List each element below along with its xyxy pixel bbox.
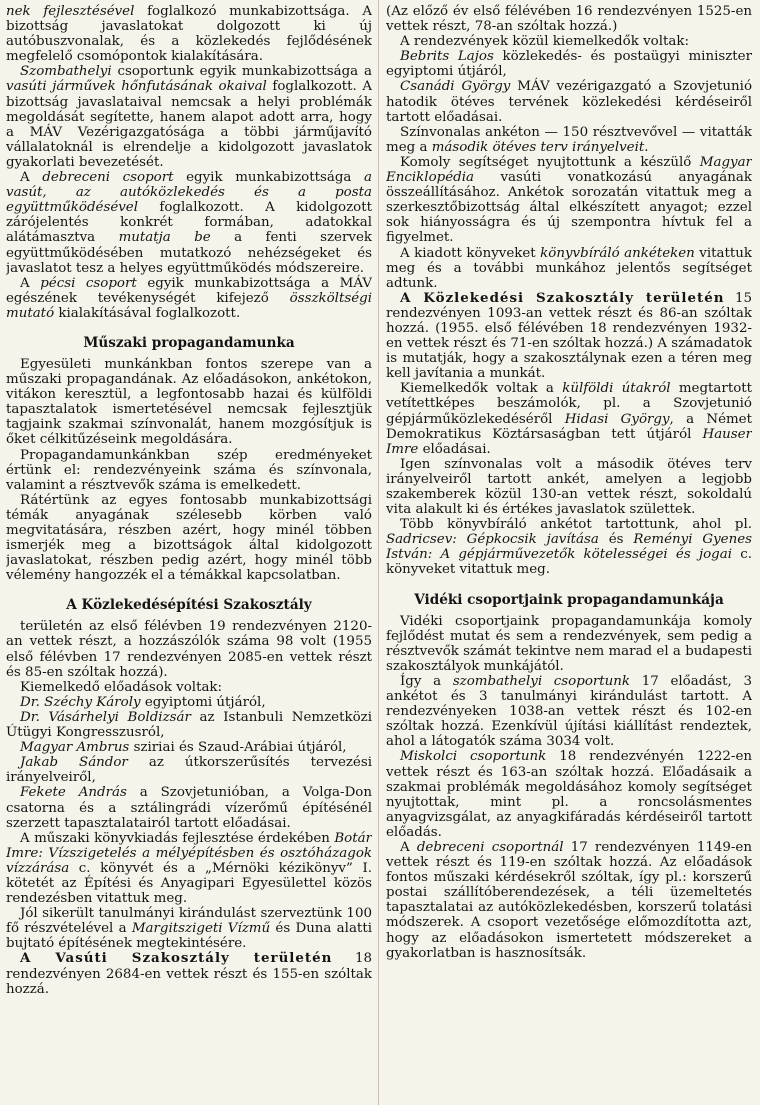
text-run: 15 rendezvényen 1093-an vettek részt és 86-an szóltak hozzá. (1955. első félévében 18 rendezvényen 1932-en vettek részt és 71-en szóltak hozzá.) A számadatok is mutatják, hogy a szakosztálynak ezen a téren meg kell javítania a munkát. bbox=[386, 290, 752, 382]
text-run: Vidéki csoportjaink propagandamunkája komoly fejlődést mutat és sem a rendezvények, sem pedig a résztvevők számát tekintve nem marad el a budapesti szakosztályok munkájától. bbox=[386, 613, 752, 674]
left-column bbox=[6, 4, 372, 1105]
italic-text: Miskolci csoportunk bbox=[400, 749, 547, 765]
text-run: Kiemelkedők voltak a bbox=[400, 381, 563, 397]
italic-text: könyvbíráló ankéteken bbox=[540, 245, 695, 261]
text-run: az Istanbuli Nemzetközi Útügyi Kongresszusról, bbox=[6, 709, 372, 741]
paragraph bbox=[6, 906, 372, 951]
italic-text: nek fejlesztésével bbox=[6, 4, 135, 19]
paragraph bbox=[6, 170, 372, 276]
italic-text: Reményi Gyenes István: A gépjárművezetők kötelességei és jogai bbox=[386, 532, 752, 563]
italic-text: Botár Imre: Vízszigetelés a mélyépítésben és osztóházagok vízzárása bbox=[6, 830, 372, 876]
text-run: Igen színvonalas volt a második ötéves terv irányelveiről tartott ankét, amelyen a legjobb szakemberek közül 130-an vettek részt, sokoldalú vita alakult ki és értékes javaslatok születtek. bbox=[386, 456, 752, 518]
text-run: 18 rendezvényén 1222-en vettek részt és 163-an szóltak hozzá. Előadásaik a szakmai problémák megoldásához komoly segítséget nyujtottak, mint pl. a roncsolásmentes anyagvizsgálat, az anyagkifáradás kérdéseiről tartott előadás. bbox=[386, 749, 752, 840]
italic-text: külföldi útakról bbox=[562, 381, 671, 397]
paragraph bbox=[6, 951, 372, 996]
text-run: Egyesületi munkánkban fontos szerepe van a műszaki propagandának. Az előadásokon, ankétokon, vitákon keresztül, a legfontosabb hazai és külföldi tapasztalatok ismertetésével nemcsak fejlesztjük tagjaink szakmai színvonalát, hanem mozgósítjuk is őket célkitűzéseink megoldására. bbox=[6, 356, 372, 448]
paragraph bbox=[386, 246, 752, 291]
text-run: A bbox=[400, 839, 417, 855]
text-run: az útkorszerűsítés tervezési irányelveiről, bbox=[6, 755, 372, 786]
paragraph bbox=[6, 493, 372, 584]
paragraph bbox=[6, 357, 372, 448]
section-heading: Vidéki csoportjaink propagandamunkája bbox=[414, 591, 724, 608]
text-run: Így a bbox=[400, 673, 453, 689]
text-run: A bbox=[20, 275, 41, 291]
paragraph bbox=[386, 457, 752, 517]
text-run: (Az előző év első félévében 16 rendezvényen 1525-en vettek részt, 78-an szóltak hozzá.) bbox=[386, 4, 752, 35]
text-run: Színvonalas ankéton — 150 résztvevővel — vitatták meg a bbox=[386, 124, 752, 155]
text-run: Komoly segítséget nyujtottunk a készülő bbox=[400, 154, 700, 170]
italic-text: debreceni csoportnál bbox=[416, 839, 564, 855]
text-run: c. könyvét és a „Mérnöki kézikönyv” I. kötetét az Építési és Anyagipari Egyesülettel közös rendezésben vitattuk meg. bbox=[6, 860, 372, 907]
paragraph bbox=[386, 749, 752, 840]
paragraph bbox=[386, 381, 752, 456]
paragraph bbox=[6, 831, 372, 906]
text-run: A műszaki könyvkiadás fejlesztése érdekében bbox=[20, 830, 335, 846]
italic-text: a vasút, az autóközlekedés és a posta együttműködésével bbox=[6, 170, 372, 216]
spaced-bold-text: A Közlekedési Szakosztály területén bbox=[400, 289, 725, 306]
section-heading: A Közlekedésépítési Szakosztály bbox=[66, 597, 312, 614]
text-run: kialakításával foglalkozott. bbox=[54, 305, 241, 321]
list-item bbox=[386, 79, 752, 124]
text-run: területén az első félévben 19 rendezvényen 2120-an vettek részt, a hozzászólók száma 98 volt (1955 első félévben 17 rendezvényen 2085-en vettek részt és 85-en szóltak hozzá). bbox=[6, 619, 372, 680]
italic-text: mutatja be bbox=[118, 230, 211, 246]
text-run: , a Német Demokratikus Köztársaságban tett útjáról bbox=[386, 411, 752, 442]
italic-text: Bebrits Lajos bbox=[400, 49, 494, 65]
italic-text: Jakab Sándor bbox=[20, 755, 128, 771]
italic-text: szombathelyi csoportunk bbox=[452, 673, 631, 689]
text-run: A rendezvények közül kiemelkedők voltak: bbox=[400, 34, 689, 50]
text-run: 18 rendezvényen 2684-en vettek részt és 155-en szóltak hozzá. bbox=[6, 951, 372, 997]
paragraph bbox=[386, 674, 752, 749]
italic-text: Hidasi György bbox=[564, 411, 670, 427]
section-heading: Műszaki propagandamunka bbox=[83, 334, 295, 351]
list-item bbox=[6, 740, 372, 755]
column-divider bbox=[378, 0, 379, 1105]
text-run: Propagandamunkánkban szép eredményeket értünk el: rendezvényeink száma és színvonala, valamint a résztvevők száma is emelkedett. bbox=[6, 447, 372, 493]
text-run: és Duna alatti bujtató építésének megtekintésére. bbox=[6, 921, 372, 952]
text-run: megtartott vetítettképes beszámolók, pl. a Szovjetunió gépjárműközlekedéséről bbox=[386, 381, 752, 427]
italic-text: Dr. Széchy Károly bbox=[20, 694, 141, 710]
italic-text: Csanádi György bbox=[400, 79, 511, 95]
right-column bbox=[386, 4, 752, 1105]
italic-text: Sadricsev: Gépkocsik javítása bbox=[386, 532, 599, 548]
paragraph bbox=[386, 125, 752, 155]
text-run: Jól sikerült tanulmányi kirándulást szerveztünk 100 fő részvételével a bbox=[6, 906, 372, 937]
text-run: Kiemelkedő előadások voltak: bbox=[20, 679, 223, 695]
paragraph bbox=[386, 614, 752, 674]
italic-text: Magyar Ambrus bbox=[20, 740, 130, 756]
list-item bbox=[6, 710, 372, 740]
text-run: foglalkozott. A bizottság javaslataival nemcsak a helyi problémák megoldását segítette, hanem alapot adott arra, hogy a MÁV Vezérigazgatósága a többi járműjavító vállalatoknál is elrendelje a kidolgozott javaslatok gyakorlati bevezetését. bbox=[6, 79, 372, 170]
text-run: foglalkozó munkabizottsága. A bizottság javaslatokat dolgozott ki új autóbuszvonalak, és a közlekedés fejlődésének megfelelő csomópontok kialakítására. bbox=[6, 4, 372, 65]
paragraph bbox=[386, 34, 752, 49]
italic-text: Magyar Enciklopédia bbox=[386, 154, 752, 186]
text-run: foglalkozott. A kidolgozott zárójelentés konkrét formában, adatokkal alátámasztva bbox=[6, 200, 372, 246]
paragraph bbox=[386, 155, 752, 246]
text-run: 17 rendezvényen 1149-en vettek részt és 119-en szóltak hozzá. Az előadások fontos műszaki kérdésekről szóltak, így pl.: korszerű postai szállítóberendezések, a téli üzemeltetés tapasztalatai az autóközlekedésben, korszerű tolatási módszerek. A csoport vezetősége előmozdította azt, hogy az előadásokon ismertetett módszereket a gyakorlatban is hasznosítsák. bbox=[386, 839, 752, 961]
paragraph bbox=[6, 276, 372, 321]
text-run: MÁV vezérigazgató a Szovjetunió hatodik ötéves tervének közlekedési kérdéseiről tartott előadásai. bbox=[386, 79, 752, 125]
text-run: A kiadott könyveket bbox=[400, 245, 541, 261]
paragraph bbox=[6, 448, 372, 493]
text-run: csoportunk egyik munkabizottsága a bbox=[111, 64, 372, 80]
italic-text: Margitszigeti Vízmű bbox=[131, 921, 271, 937]
italic-text: összköltségi mutató bbox=[6, 290, 372, 321]
paragraph bbox=[6, 619, 372, 679]
list-item bbox=[6, 695, 372, 710]
text-run: egyik munkabizottsága a MÁV egészének tevékenységét kifejező bbox=[6, 275, 372, 306]
italic-text: Dr. Vásárhelyi Boldizsár bbox=[20, 709, 191, 725]
italic-text: Hauser Imre bbox=[386, 426, 752, 457]
text-run: egyik munkabizottsága bbox=[173, 170, 365, 186]
paragraph bbox=[386, 840, 752, 961]
list-item bbox=[6, 755, 372, 785]
paragraph bbox=[386, 517, 752, 577]
paragraph bbox=[386, 4, 752, 34]
text-run: előadásai. bbox=[418, 441, 491, 457]
text-run: egyiptomi útjáról, bbox=[140, 694, 266, 710]
italic-text: Fekete András bbox=[20, 785, 127, 801]
text-run: és bbox=[598, 532, 634, 548]
text-run: a Szovjetunióban, a Volga-Don csatorna és a sztálingrádi vízerőmű építésénél szerzett tapasztalatairól tartott előadásai. bbox=[6, 785, 372, 831]
paragraph bbox=[6, 680, 372, 695]
text-run: 17 előadást, 3 ankétot és 3 tanulmányi kirándulást tartott. A rendezvényeken 1038-an vettek részt és 102-en szóltak hozzá. Ezenkívül újítási kiállítást rendeztek, ahol a látogatók száma 3034 volt. bbox=[386, 673, 752, 750]
italic-text: Szombathelyi bbox=[20, 64, 112, 80]
text-run: vasúti vonatkozású anyagának összeállításához. Ankétok sorozatán vitattuk meg a szerkesztőbizottság által elkészített anyagot; ezzel sok hiányosságra és új szempontra hívtuk fel a figyelmet. bbox=[386, 170, 752, 246]
list-item bbox=[386, 49, 752, 79]
text-run: c. könyveket vitattuk meg. bbox=[386, 547, 752, 578]
text-run: Rátértünk az egyes fontosabb munkabizottsági témák anyagának szélesebb körben való megvitatására, részben azért, hogy minél többen ismerjék meg a bizottságok által kidolgozott javaslatokat, részben pedig azért, hogy minél több vélemény hangozzék el a témákkal kapcsolatban. bbox=[6, 492, 372, 584]
italic-text: második ötéves terv irányelveit. bbox=[431, 139, 649, 155]
spaced-bold-text: A Vasúti Szakosztály területén bbox=[20, 950, 333, 967]
paragraph bbox=[6, 64, 372, 170]
text-run: vitattuk meg és a további munkához jelentős segítséget adtunk. bbox=[386, 245, 752, 291]
text-run: A bbox=[20, 170, 43, 186]
paragraph bbox=[386, 291, 752, 382]
italic-text: pécsi csoport bbox=[40, 275, 137, 291]
paragraph bbox=[6, 4, 372, 64]
text-run: sziriai és Szaud-Arábiai útjáról, bbox=[129, 740, 347, 756]
italic-text: debreceni csoport bbox=[42, 170, 174, 186]
text-run: a fenti szervek együttműködésében mutatkozó nehézségeket és javaslatot tesz a helyes együttműködés módszereire. bbox=[6, 230, 372, 276]
text-run: közlekedés- és postaügyi miniszter egyiptomi útjáról, bbox=[386, 49, 752, 80]
text-run: Több könyvbíráló ankétot tartottunk, ahol pl. bbox=[400, 517, 752, 533]
list-item bbox=[6, 785, 372, 830]
italic-text: vasúti járművek hőnfutásának okaival bbox=[6, 79, 267, 95]
